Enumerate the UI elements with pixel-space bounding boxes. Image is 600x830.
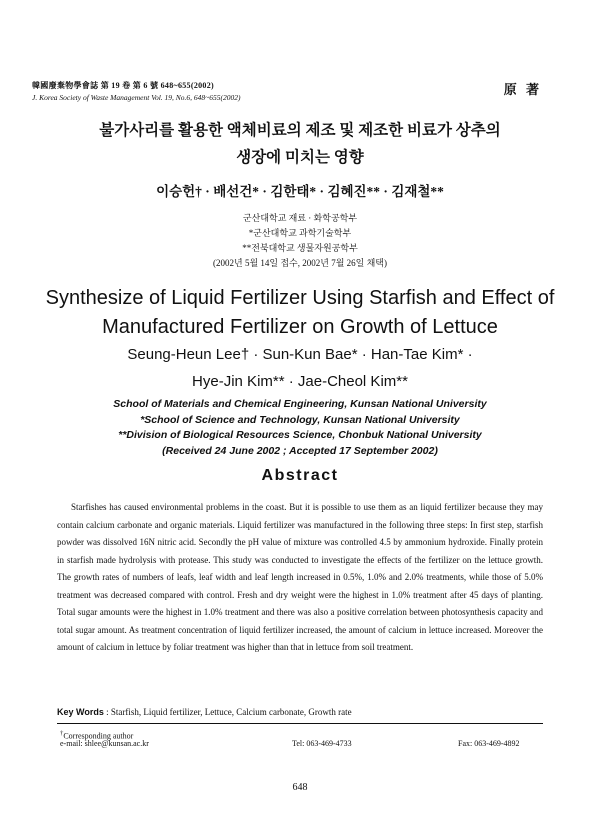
corresponding-author-label: Corresponding author — [63, 731, 134, 741]
footnote-divider — [57, 723, 543, 724]
title-english-line-1: Synthesize of Liquid Fertilizer Using Starfish and Effect of — [45, 287, 555, 309]
authors-english — [40, 341, 560, 395]
journal-header — [32, 80, 240, 104]
affiliation-korean-2: *군산대학교 과학기술학부 — [248, 228, 352, 238]
title-english — [40, 284, 560, 342]
affiliation-korean-3: **전북대학교 생물자원공학부 — [242, 243, 358, 253]
affiliation-english-2: *School of Science and Technology, Kunsan National University — [140, 413, 460, 426]
keywords-text: : Starfish, Liquid fertilizer, Lettuce, Calcium carbonate, Growth rate — [103, 707, 352, 717]
journal-name-english: J. Korea Society of Waste Management Vol. 19, No.6, 648~655(2002) — [32, 93, 241, 102]
keywords-label: Key Words — [57, 707, 104, 717]
contact-fax: Fax: 063-469-4892 — [458, 739, 520, 748]
page-number: 648 — [292, 782, 308, 793]
contact-tel: Tel: 063-469-4733 — [292, 739, 352, 748]
abstract-heading: Abstract — [261, 467, 339, 484]
affiliation-english-3: **Division of Biological Resources Science, Chonbuk National University — [118, 429, 482, 441]
abstract-body: Starfishes has caused environmental problems in the coast. But it is possible to use them as an liquid fertilizer because they may contain calcium carbonate and organic materials. Liquid fertilizer was manufactured in the following three steps: In first step, starfish powder was dissolved 16N nitric acid. Secondly the pH value of mixture was controlled 4.5 by ammonium hydroxide. Finally protein in starfish made hydrolysis with protease. This study was conducted to investigate the effects of the fertilizer on the lettuce growth. The growth rates of numbers of leafs, leaf width and leaf length increased in 0.5%, 1.0% and 2.0% treatments, while those of 5.0% treatment was decreased compared with control. Fresh and dry weight were the highest in 1.0% treatment after 45 days of planting. Total sugar amounts were the highest in 1.0% treatment and there was also a positive correlation between photosynthesis capacity and total sugar amount. As treatment concentration of liquid fertilizer increased, the amount of calcium in lettuce increased. Moreover the amount of calcium in lettuce by foliar treatment was higher than that in lettuce from soil treatment. — [57, 502, 543, 652]
authors-english-line-1: Seung-Heun Lee† · Sun-Kun Bae* · Han-Tae Kim* · — [127, 346, 473, 363]
received-date-english: (Received 24 June 2002 ; Accepted 17 September 2002) — [162, 444, 438, 457]
affiliations-english — [40, 397, 560, 459]
title-korean-line-2: 생장에 미치는 영향 — [236, 149, 364, 166]
affiliation-korean-1: 군산대학교 재료 · 화학공학부 — [242, 213, 358, 223]
title-korean — [60, 117, 540, 171]
affiliations-korean — [40, 211, 560, 271]
authors-english-line-2: Hye-Jin Kim** · Jae-Cheol Kim** — [192, 373, 408, 390]
authors-korean: 이승헌† · 배선건* · 김한태* · 김혜진** · 김재철** — [156, 184, 444, 199]
received-date-korean: (2002년 5월 14일 접수, 2002년 7월 26일 채택) — [213, 258, 387, 268]
affiliation-english-1: School of Materials and Chemical Engineering, Kunsan National University — [113, 398, 487, 410]
title-korean-line-1: 불가사리를 활용한 액체비료의 제조 및 제조한 비료가 상추의 — [99, 122, 501, 139]
title-english-line-2: Manufactured Fertilizer on Growth of Lettuce — [102, 316, 498, 338]
dagger-mark: † — [60, 730, 64, 737]
journal-name-korean: 韓國廢棄物學會誌 第 19 卷 第 6 號 648~655(2002) — [32, 81, 214, 90]
keywords — [57, 707, 352, 717]
contact-email: e-mail: shlee@kunsan.ac.kr — [60, 739, 149, 748]
article-type-label: 原 著 — [503, 82, 542, 97]
